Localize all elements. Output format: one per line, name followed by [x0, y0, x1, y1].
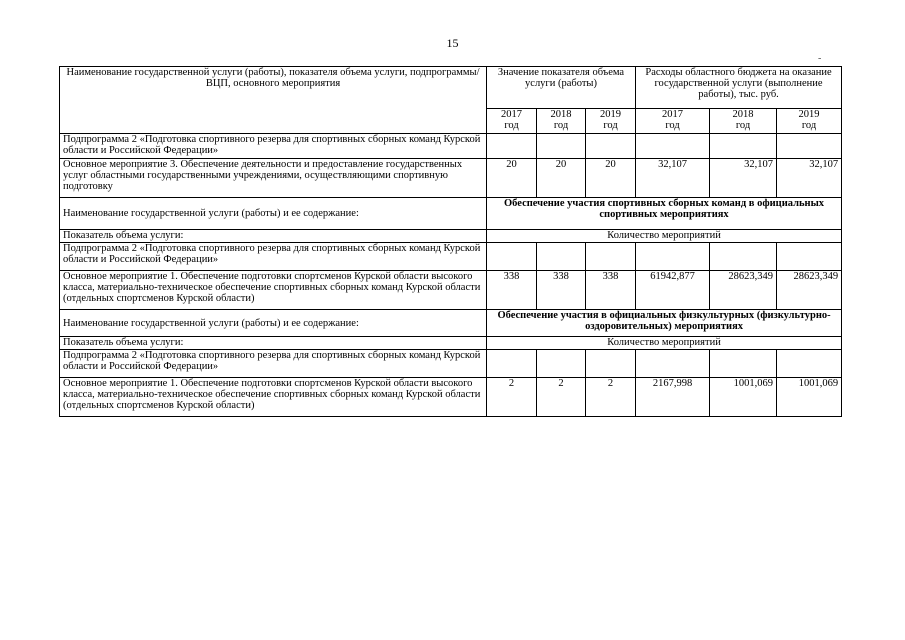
- value-cell: [777, 243, 842, 271]
- header-year-budget-2019: [777, 109, 842, 134]
- table-row: [60, 271, 842, 310]
- value-cell: [636, 350, 710, 378]
- year-value: 2018: [732, 109, 754, 120]
- row-label: Наименование государственной услуги (работы) и ее содержание:: [60, 310, 487, 337]
- value-cell: 2: [537, 378, 586, 417]
- value-cell: 32,107: [636, 159, 710, 198]
- header-year-budget-2018: [710, 109, 777, 134]
- table-section-row: [60, 230, 842, 243]
- value-cell: [487, 243, 537, 271]
- value-cell: [537, 243, 586, 271]
- row-label: Основное мероприятие 3. Обеспечение деятельности и предоставление государственных услуг областными государственными учреждениями, осуществляющими спортивную подготовку: [60, 159, 487, 198]
- value-cell: 2167,998: [636, 378, 710, 417]
- value-cell: 32,107: [777, 159, 842, 198]
- value-cell: 32,107: [710, 159, 777, 198]
- table-section-row: [60, 310, 842, 337]
- table-row: [60, 378, 842, 417]
- value-cell: [586, 350, 636, 378]
- row-label: Показатель объема услуги:: [60, 337, 487, 350]
- value-cell: [537, 134, 586, 159]
- value-cell: 338: [487, 271, 537, 310]
- row-label: Наименование государственной услуги (работы) и ее содержание:: [60, 198, 487, 230]
- service-name-cell: Обеспечение участия спортивных сборных команд в официальных спортивных мероприятиях: [487, 198, 842, 230]
- value-cell: [537, 350, 586, 378]
- year-suffix: год: [665, 120, 680, 131]
- table-row: [60, 134, 842, 159]
- budget-table: [59, 66, 842, 417]
- year-suffix: год: [553, 120, 569, 131]
- table-row: [60, 243, 842, 271]
- value-cell: 20: [586, 159, 636, 198]
- value-cell: [586, 134, 636, 159]
- row-label: Подпрограмма 2 «Подготовка спортивного резерва для спортивных сборных команд Курской области и Российской Федерации»: [60, 134, 487, 159]
- value-cell: 28623,349: [710, 271, 777, 310]
- corner-mark: -: [818, 53, 822, 64]
- value-cell: [777, 350, 842, 378]
- value-cell: 61942,877: [636, 271, 710, 310]
- value-cell: 338: [537, 271, 586, 310]
- row-label: Подпрограмма 2 «Подготовка спортивного резерва для спортивных сборных команд Курской области и Российской Федерации»: [60, 243, 487, 271]
- header-volume-group: Значение показателя объема услуги (работы): [487, 67, 636, 109]
- value-cell: 1001,069: [710, 378, 777, 417]
- year-value: 2018: [550, 109, 572, 120]
- year-value: 2019: [600, 109, 622, 120]
- indicator-name-cell: Количество мероприятий: [487, 337, 842, 350]
- year-value: 2017: [662, 109, 684, 120]
- row-label: Основное мероприятие 1. Обеспечение подготовки спортсменов Курской области высокого класса, материально-техническое обеспечение спортивных сборных команд Курской области (отдельных спортсменов Курской области): [60, 271, 487, 310]
- value-cell: 338: [586, 271, 636, 310]
- value-cell: 2: [586, 378, 636, 417]
- year-suffix: год: [504, 120, 519, 131]
- header-year-volume-2017: [487, 109, 537, 134]
- header-year-volume-2018: [537, 109, 586, 134]
- year-suffix: год: [603, 120, 618, 131]
- value-cell: [636, 134, 710, 159]
- year-value: 2017: [501, 109, 522, 120]
- value-cell: [487, 134, 537, 159]
- header-name-column: Наименование государственной услуги (работы), показателя объема услуги, подпрограммы/ВЦП, основного мероприятия: [60, 67, 487, 134]
- table-section-row: [60, 337, 842, 350]
- value-cell: [710, 350, 777, 378]
- value-cell: [636, 243, 710, 271]
- value-cell: 2: [487, 378, 537, 417]
- year-suffix: год: [801, 120, 817, 131]
- value-cell: 20: [487, 159, 537, 198]
- indicator-name-cell: Количество мероприятий: [487, 230, 842, 243]
- year-value: 2019: [798, 109, 820, 120]
- header-budget-group: Расходы областного бюджета на оказание государственной услуги (выполнение работы), тыс. руб.: [636, 67, 842, 109]
- value-cell: 1001,069: [777, 378, 842, 417]
- page-number: 15: [446, 36, 459, 50]
- value-cell: [777, 134, 842, 159]
- row-label: Основное мероприятие 1. Обеспечение подготовки спортсменов Курской области высокого класса, материально-техническое обеспечение спортивных сборных команд Курской области (отдельных спортсменов Курской области): [60, 378, 487, 417]
- year-suffix: год: [735, 120, 751, 131]
- value-cell: [710, 134, 777, 159]
- row-label: Показатель объема услуги:: [60, 230, 487, 243]
- row-label: Подпрограмма 2 «Подготовка спортивного резерва для спортивных сборных команд Курской области и Российской Федерации»: [60, 350, 487, 378]
- value-cell: [586, 243, 636, 271]
- table-row: [60, 350, 842, 378]
- service-name-cell: Обеспечение участия в официальных физкультурных (физкультурно-оздоровительных) мероприятиях: [487, 310, 842, 337]
- table-section-row: [60, 198, 842, 230]
- header-year-budget-2017: [636, 109, 710, 134]
- value-cell: [487, 350, 537, 378]
- value-cell: 28623,349: [777, 271, 842, 310]
- value-cell: 20: [537, 159, 586, 198]
- value-cell: [710, 243, 777, 271]
- header-year-volume-2019: [586, 109, 636, 134]
- table-row: [60, 159, 842, 198]
